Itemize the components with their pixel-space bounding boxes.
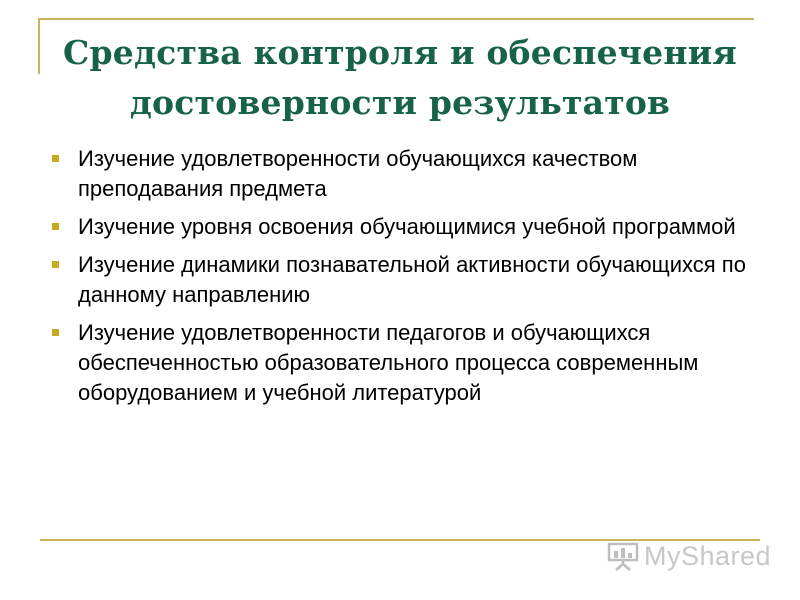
- bullet-square-icon: [52, 261, 59, 268]
- top-divider: [38, 18, 754, 20]
- list-item: [48, 318, 748, 408]
- list-item-text: Изучение удовлетворенности обучающихся качеством преподавания предмета: [78, 146, 638, 201]
- list-item-text: Изучение динамики познавательной активности обучающихся по данному направлению: [78, 252, 746, 307]
- list-item-text: Изучение удовлетворенности педагогов и обучающихся обеспеченностью образовательного процесса современным оборудованием и учебной литературой: [78, 320, 699, 405]
- watermark-logo: [606, 536, 771, 576]
- bullet-square-icon: [52, 223, 59, 230]
- watermark-text: MyShared: [644, 540, 772, 571]
- list-item: [48, 144, 748, 204]
- bullet-square-icon: [52, 155, 59, 162]
- list-item-text: Изучение уровня освоения обучающимися учебной программой: [78, 214, 736, 239]
- list-item: [48, 212, 748, 242]
- bullet-square-icon: [52, 329, 59, 336]
- presentation-board-icon: [606, 540, 640, 572]
- list-item: [48, 250, 748, 310]
- slide-title: Средства контроля и обеспечения достоверности результатов: [63, 33, 737, 122]
- bullet-list: [48, 144, 748, 416]
